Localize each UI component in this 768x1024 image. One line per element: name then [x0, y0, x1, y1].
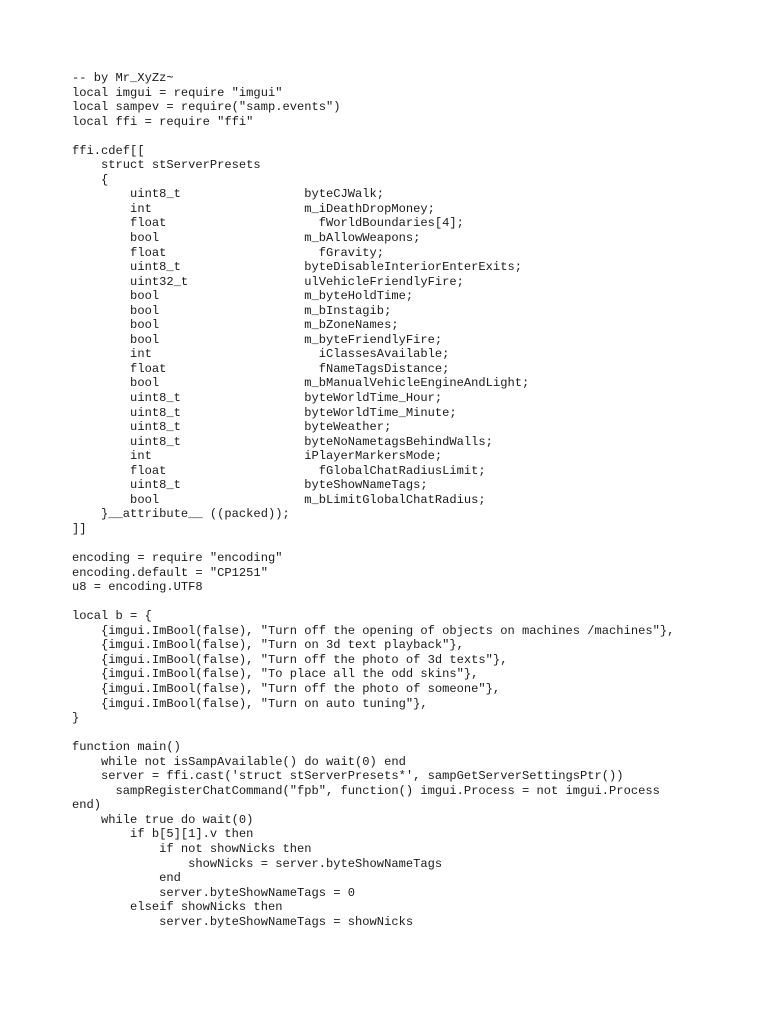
code-line: bool m_bManualVehicleEngineAndLight;	[72, 376, 530, 391]
code-line: {imgui.ImBool(false), "Turn off the photo of someone"},	[72, 681, 501, 696]
code-line: local imgui = require "imgui"	[72, 85, 283, 100]
code-line: function main()	[72, 740, 181, 755]
code-line: }__attribute__ ((packed));	[72, 507, 290, 522]
code-line: }	[72, 711, 80, 726]
code-line: bool m_bLimitGlobalChatRadius;	[72, 492, 486, 507]
code-line: sampRegisterChatCommand("fpb", function() imgui.Process = not imgui.Process	[72, 783, 660, 798]
code-line: int iPlayerMarkersMode;	[72, 449, 443, 464]
code-line: showNicks = server.byteShowNameTags	[72, 856, 443, 871]
code-line: float fGravity;	[72, 245, 385, 260]
code-block	[72, 71, 674, 929]
code-line: uint8_t byteShowNameTags;	[72, 478, 428, 493]
code-line: uint8_t byteWeather;	[72, 420, 392, 435]
code-line: int iClassesAvailable;	[72, 347, 450, 362]
code-line: float fNameTagsDistance;	[72, 361, 450, 376]
code-line: {imgui.ImBool(false), "Turn on 3d text playback"},	[72, 638, 464, 653]
code-line: end)	[72, 798, 102, 813]
code-line: bool m_byteFriendlyFire;	[72, 332, 443, 347]
code-line: local b = {	[72, 609, 152, 624]
code-line: end	[72, 871, 181, 886]
code-line: {imgui.ImBool(false), "Turn off the photo of 3d texts"},	[72, 652, 508, 667]
code-line: ffi.cdef[[	[72, 143, 145, 158]
code-line: server.byteShowNameTags = 0	[72, 885, 356, 900]
code-line: {	[72, 172, 109, 187]
code-line: bool m_byteHoldTime;	[72, 289, 414, 304]
code-line: struct stServerPresets	[72, 158, 261, 173]
code-line	[72, 537, 674, 552]
code-line: while true do wait(0)	[72, 812, 254, 827]
code-line: ]]	[72, 521, 87, 536]
code-line: if b[5][1].v then	[72, 827, 254, 842]
code-line	[72, 595, 674, 610]
code-line: {imgui.ImBool(false), "Turn on auto tuning"},	[72, 696, 428, 711]
code-line: uint32_t ulVehicleFriendlyFire;	[72, 274, 464, 289]
code-line: {imgui.ImBool(false), "Turn off the opening of objects on machines /machines"},	[72, 623, 675, 638]
code-line: encoding = require "encoding"	[72, 551, 283, 566]
code-line: bool m_bAllowWeapons;	[72, 231, 421, 246]
code-line: bool m_bZoneNames;	[72, 318, 399, 333]
code-line: uint8_t byteDisableInteriorEnterExits;	[72, 260, 522, 275]
code-line: uint8_t byteWorldTime_Hour;	[72, 391, 443, 406]
code-line	[72, 726, 674, 741]
code-line: float fGlobalChatRadiusLimit;	[72, 463, 486, 478]
code-line: u8 = encoding.UTF8	[72, 580, 203, 595]
code-line: local ffi = require "ffi"	[72, 114, 254, 129]
code-line: uint8_t byteCJWalk;	[72, 187, 385, 202]
code-line	[72, 129, 674, 144]
code-line: if not showNicks then	[72, 841, 312, 856]
code-line: elseif showNicks then	[72, 900, 283, 915]
code-line: int m_iDeathDropMoney;	[72, 201, 435, 216]
code-line: uint8_t byteWorldTime_Minute;	[72, 405, 457, 420]
code-line: -- by Mr_XyZz~	[72, 71, 174, 85]
code-line: bool m_bInstagib;	[72, 303, 392, 318]
code-line: {imgui.ImBool(false), "To place all the odd skins"},	[72, 667, 479, 682]
code-line: float fWorldBoundaries[4];	[72, 216, 464, 231]
code-line: uint8_t byteNoNametagsBehindWalls;	[72, 434, 493, 449]
code-line: server.byteShowNameTags = showNicks	[72, 914, 414, 929]
code-line: while not isSampAvailable() do wait(0) end	[72, 754, 406, 769]
code-line: local sampev = require("samp.events")	[72, 100, 341, 115]
code-line: server = ffi.cast('struct stServerPresets*', sampGetServerSettingsPtr())	[72, 769, 624, 784]
code-line: encoding.default = "CP1251"	[72, 565, 268, 580]
